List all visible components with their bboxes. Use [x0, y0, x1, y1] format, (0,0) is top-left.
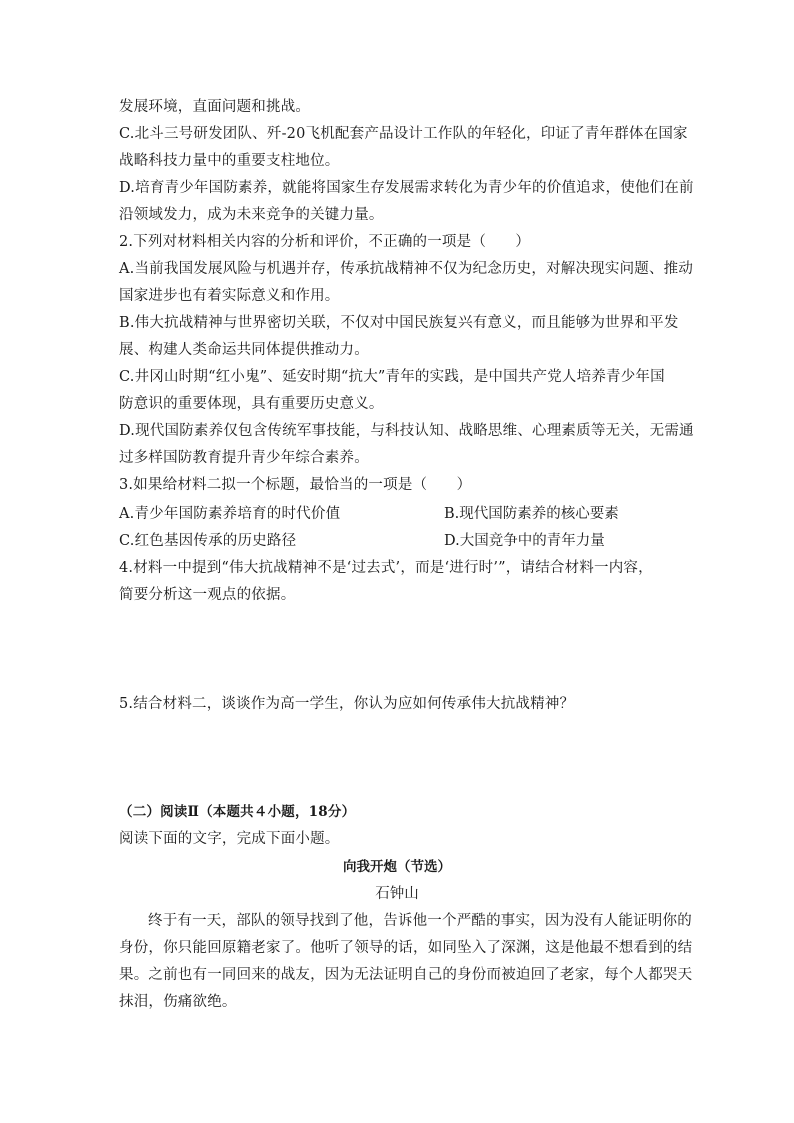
text-line: 发展环境，直面问题和挑战。 [119, 99, 311, 115]
paragraph-line: 终于有一天，部队的领导找到了他，告诉他一个严酷的事实，因为没有人能证明你的 [148, 913, 692, 929]
section-instruction: 阅读下面的文字，完成下面小题。 [119, 831, 340, 847]
question-5: 5.结合材料二，谈谈作为高一学生，你认为应如何传承伟大抗战精神？ [119, 696, 575, 712]
section-heading: （二）阅读Ⅱ（本题共４小题，18分） [119, 804, 356, 820]
q2-option-b-line-2: 展、构建人类命运共同体提供推动力。 [119, 342, 369, 358]
q3-option-d: D.大国竞争中的青年力量 [444, 533, 605, 549]
question-2-stem: 2.下列对材料相关内容的分析和评价，不正确的一项是（ ） [119, 234, 531, 250]
q3-option-c: C.红色基因传承的历史路径 [119, 533, 297, 549]
q3-option-a: A.青少年国防素养培育的时代价值 [119, 506, 341, 522]
question-4-line-2: 简要分析这一观点的依据。 [119, 587, 296, 603]
paragraph-line: 果。之前也有一同回来的战友，因为无法证明自己的身份而被迫回了老家，每个人都哭天 [119, 967, 693, 983]
option-c-line-1: C.北斗三号研发团队、歼-20飞机配套产品设计工作队的年轻化，印证了青年群体在国家 [119, 126, 688, 142]
paragraph-line: 抹泪，伤痛欲绝。 [119, 994, 237, 1010]
question-4-line-1: 4.材料一中提到“伟大抗战精神不是‘过去式’，而是‘进行时’”，请结合材料一内容， [119, 560, 653, 576]
paragraph-line: 身份，你只能回原籍老家了。他听了领导的话，如同坠入了深渊，这是他最不想看到的结 [119, 940, 693, 956]
option-d-line-2: 沿领域发力，成为未来竞争的关键力量。 [119, 207, 384, 223]
article-author: 石钟山 [375, 886, 419, 902]
q2-option-c-line-1: C.井冈山时期“红小鬼”、延安时期“抗大”青年的实践，是中国共产党人培养青少年国 [119, 369, 665, 385]
q2-option-c-line-2: 防意识的重要体现，具有重要历史意义。 [119, 396, 384, 412]
option-c-line-2: 战略科技力量中的重要支柱地位。 [119, 153, 340, 169]
q2-option-d-line-2: 过多样国防教育提升青少年综合素养。 [119, 450, 369, 466]
q2-option-a-line-1: A.当前我国发展风险与机遇并存，传承抗战精神不仅为纪念历史，对解决现实问题、推动 [119, 261, 694, 277]
q2-option-b-line-1: B.伟大抗战精神与世界密切关联，不仅对中国民族复兴有意义，而且能够为世界和平发 [119, 315, 679, 331]
option-d-line-1: D.培育青少年国防素养，就能将国家生存发展需求转化为青少年的价值追求，使他们在前 [119, 180, 694, 196]
article-title: 向我开炮（节选） [343, 859, 451, 875]
q3-option-b: B.现代国防素养的核心要素 [444, 506, 619, 522]
q2-option-d-line-1: D.现代国防素养仅包含传统军事技能，与科技认知、战略思维、心理素质等无关，无需通 [119, 423, 694, 439]
question-3-stem: 3.如果给材料二拟一个标题，最恰当的一项是（ ） [119, 477, 472, 493]
q2-option-a-line-2: 国家进步也有着实际意义和作用。 [119, 288, 340, 304]
